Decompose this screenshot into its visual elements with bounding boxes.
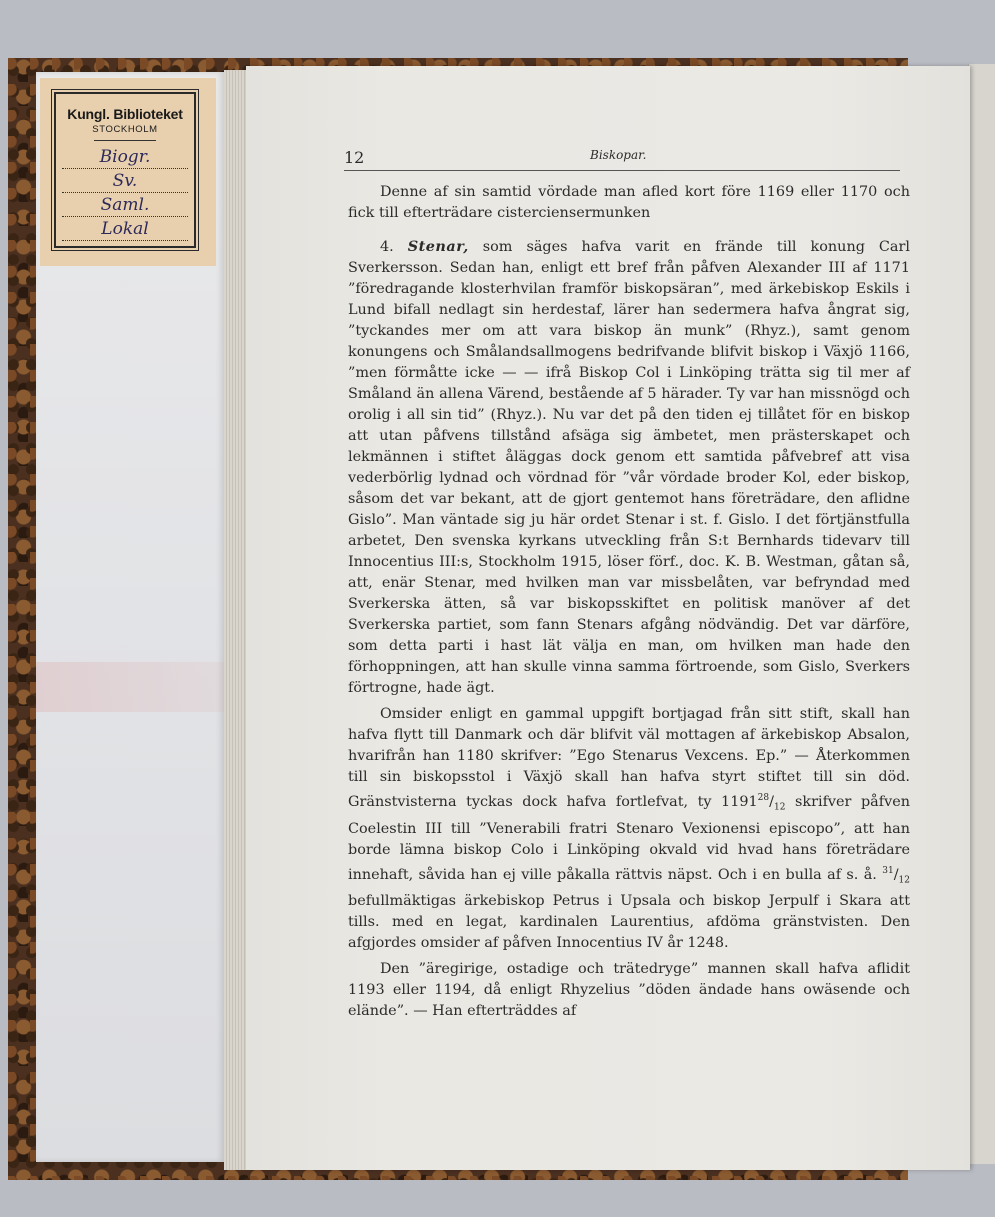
library-label xyxy=(40,78,216,266)
fraction-1-numerator: 28 xyxy=(757,793,770,803)
paragraph-3-part-b: skrifver påfven Coelestin III till ”Venerabili fratri Stenaro Vexionensi episcopo”, att han borde lämna biskop Colo i Linköping okvald vid hvad hans företrädare innehaft, såvida han ej ville påkalla rättvis näpst. Och i en bulla af s. å. xyxy=(348,793,910,883)
paragraph-1: Denne af sin samtid vördade man afled kort före 1169 eller 1170 och fick till efterträdare cisterciensermunken xyxy=(348,184,910,221)
label-handwriting-1: Biogr. xyxy=(62,148,188,169)
running-title: Biskopar. xyxy=(590,148,647,162)
page-number: 12 xyxy=(344,148,365,167)
fraction-1-denominator: 12 xyxy=(773,802,786,813)
bishop-name: Stenar, xyxy=(407,238,469,255)
label-handwriting-2: Sv. xyxy=(62,172,188,193)
paragraph-3-part-c: befullmäktigas ärkebiskop Petrus i Upsala och biskop Jerpulf i Skara att tills. med en legat, kardinalen Laurentius, afdöma gränstvisten. Den afgjordes omsider af påfven Innocentius IV år 1248. xyxy=(348,893,910,952)
paragraph-4: Den ”äregirige, ostadige och trätedryge” mannen skall hafva aflidit 1193 eller 1194, då enligt Rhyzelius ”döden ändade hans owäsende och elände”. — Han efterträddes af xyxy=(348,961,910,1020)
fraction-1-slash: / xyxy=(769,793,774,810)
label-city: STOCKHOLM xyxy=(92,124,158,135)
fraction-2-numerator: 31 xyxy=(882,865,894,876)
paragraph-3-part-a: Omsider enligt en gammal uppgift bortjagad från sitt stift, skall han hafva flytt till Danmark och där blifvit väl mottagen af ärkebiskop Absalon, hvarifrån han 1180 skrifver: ”Ego Stenarus Vexcens. Ep.” — Återkommen till sin biskopsstol i Växjö skall han hafva styrt stiftet till sin död. Gränstvisterna tyckas dock hafva fortlefvat, ty 1191 xyxy=(348,706,910,810)
label-handwriting-3: Saml. xyxy=(62,196,188,217)
label-divider xyxy=(94,140,156,141)
next-page-edge xyxy=(968,64,995,1164)
page-edges xyxy=(224,70,248,1170)
paragraph-3 xyxy=(348,704,910,954)
label-handwriting-4: Lokal xyxy=(62,220,188,241)
paragraph-2-body: som säges hafva varit en frände till konung Carl Sverkersson. Sedan han, enligt ett bref från påfven Alexander III af 1171 ”föredragande klosterhvilan framför biskopsäran”, med ärkebiskop Eskils i Lund bifall nedlagt sin herdestaf, lärer han sedermera hafva ångrat sig, ”tyckandes mer om att vara biskop än munk” (Rhyz.), samt genom konungens och Smålandsallmogens bedrifvande blifvit biskop i Växjö 1166, ”men förmåtte icke — — ifrå Biskop Col i Linköping trätta sig til mer af Småland än allena Värend, bestående af 5 härader. Ty var han missnögd och orolig i all sin tid” (Rhyz.). Nu var det på den tiden ej tillåtet för en biskop att utan påfvens tillstånd afsäga sig ämbetet, men prästerskapet och lekmännen i stiftet åläggas dock genom ett samtida påfvebref att visa vederbörlig lydnad och vördnad för ”vår vördade broder Kol, eder biskop, såsom det var bekant, att de gjort gentemot hans företrädare, den aflidne Gislo”. Man väntade sig ju här ordet Stenar i st. f. Gislo. I det förtjänstfulla arbetet, Den svenska kyrkans utveckling från S:t Bernhards tidevarv till Innocentius III:s, Stockholm 1915, löser förf., doc. K. B. Westman, gåtan så, att, enär Stenar, med hvilken man var missbelåten, var befryndad med Sverkerska ätten, så var biskopsskiftet en politisk manöver af det Sverkerska partiet, som fann Stenars afgång nödvändig. Det var därföre, som detta parti i hast lät välja en man, om hvilken man hade den förhoppningen, att han skulle vinna samma förtroende, som Gislo, Sverkers förtrogne, hade ägt. xyxy=(348,239,910,696)
fraction-2-denominator: 12 xyxy=(898,875,910,886)
fraction-2-slash: / xyxy=(893,866,899,883)
running-head xyxy=(344,148,900,171)
label-title: Kungl. Biblioteket xyxy=(67,106,183,122)
label-frame xyxy=(54,92,196,248)
flyleaf-stain xyxy=(36,662,224,712)
paragraph-2 xyxy=(348,236,910,699)
page-body xyxy=(348,182,910,1022)
section-number: 4. xyxy=(380,239,408,255)
